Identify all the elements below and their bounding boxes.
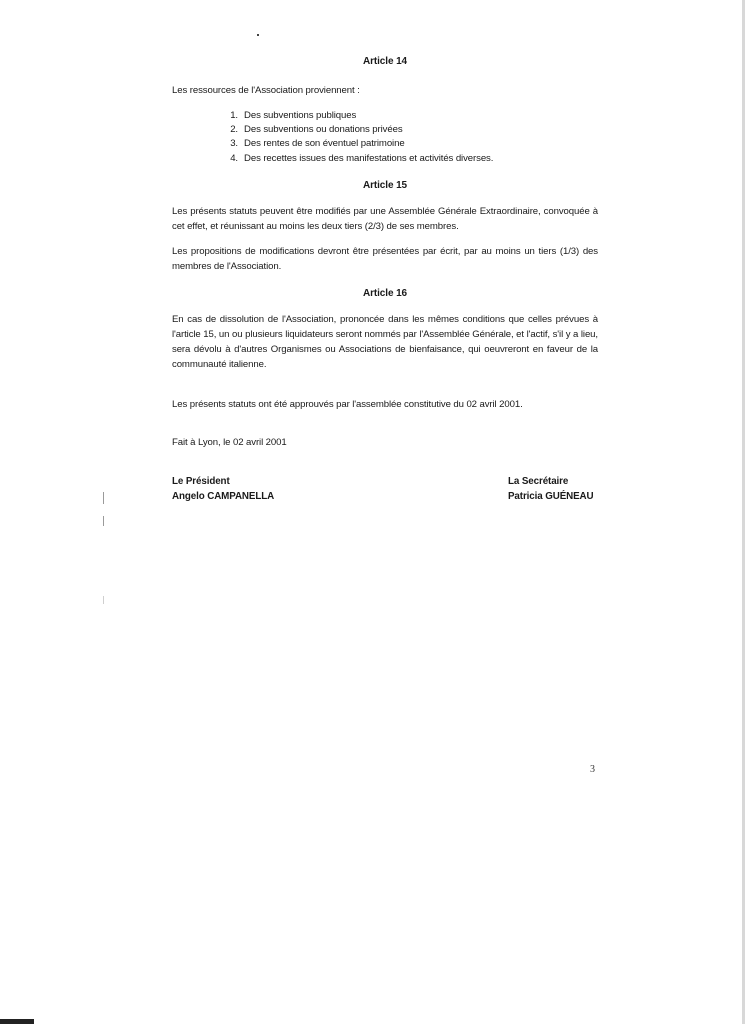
resources-list (172, 109, 598, 166)
article-14-title: Article 14 (362, 56, 408, 67)
list-item-number: 2. (230, 124, 238, 136)
document-body (172, 54, 598, 504)
article-16-paragraph: En cas de dissolution de l'Association, prononcée dans les mêmes conditions que celles prévues à l'article 15, un ou plusieurs liquidateurs seront nommés par l'Assemblée Générale, et l'actif, s'il y a lieu, sera dévolu à d'autres Organismes ou Associations de bienfaisance, qui oeuvreront en faveur de la communauté italienne. (172, 313, 598, 370)
signature-name: Angelo CAMPANELLA (172, 490, 275, 502)
margin-mark (103, 492, 104, 504)
page-number: 3 (590, 764, 595, 775)
list-item (220, 137, 598, 151)
signature-role: Le Président (172, 475, 230, 487)
article-14-intro: Les ressources de l'Association proviennent : (172, 85, 360, 96)
article-16-title: Article 16 (362, 287, 408, 299)
list-item-text: Des recettes issues des manifestations et activités diverses. (244, 152, 494, 164)
margin-mark (103, 516, 104, 526)
approval-statement: Les présents statuts ont été approuvés par l'assemblée constitutive du 02 avril 2001. (172, 398, 523, 410)
place-and-date: Fait à Lyon, le 02 avril 2001 (172, 436, 287, 448)
list-item-text: Des rentes de son éventuel patrimoine (244, 138, 405, 150)
list-item-text: Des subventions publiques (244, 110, 357, 121)
list-item-number: 4. (230, 152, 238, 164)
list-item (220, 109, 598, 123)
list-item-number: 1. (230, 110, 238, 121)
signature-name: Patricia GUÉNEAU (508, 490, 594, 502)
signature-role: La Secrétaire (508, 475, 569, 487)
signature-president (172, 474, 274, 504)
article-15-paragraph-1: Les présents statuts peuvent être modifiés par une Assemblée Générale Extraordinaire, convoquée à cet effet, et réunissant au moins les deux tiers (2/3) de ses membres. (172, 205, 598, 232)
scan-corner-mark (0, 1019, 34, 1024)
margin-mark (103, 596, 104, 604)
list-item (220, 123, 598, 137)
signature-row (172, 474, 598, 504)
article-15-paragraph-2: Les propositions de modifications devront être présentées par écrit, par au moins un tiers (1/3) des membres de l'Association. (172, 245, 598, 272)
list-item-number: 3. (230, 138, 238, 150)
list-item (220, 152, 598, 166)
article-15-title: Article 15 (362, 179, 408, 191)
scan-speck (257, 34, 259, 36)
list-item-text: Des subventions ou donations privées (244, 124, 403, 136)
signature-secretary (508, 474, 628, 504)
